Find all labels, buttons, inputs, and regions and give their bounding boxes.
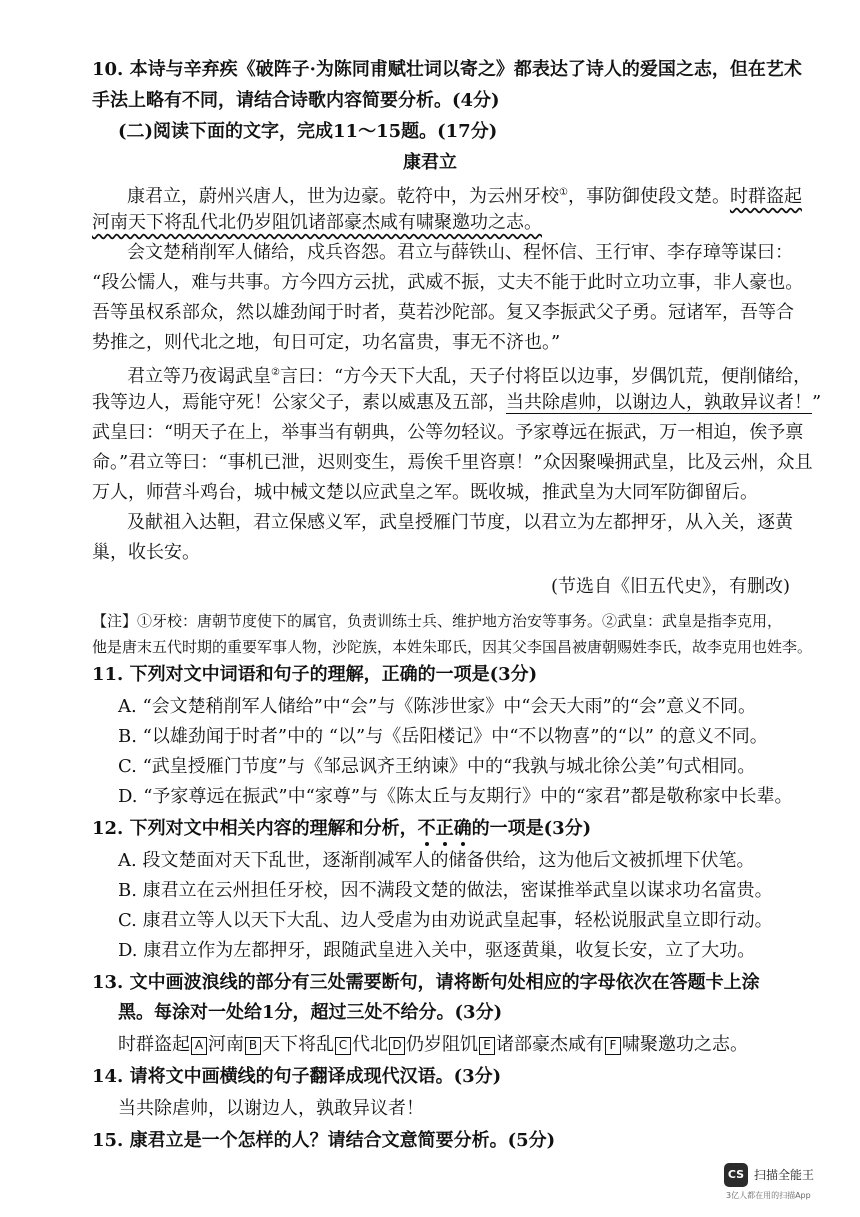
- passage-text: ，事防御使段文楚。: [567, 186, 730, 207]
- watermark-subtitle: 3亿人都在用的扫描App: [726, 1191, 811, 1200]
- passage-title: 康君立: [403, 152, 457, 173]
- passage-p2-line4: 势推之，则代北之地，旬日可定，功名富贵，事无不济也。”: [92, 332, 561, 353]
- q12-option-b: B. 康君立在云州担任牙校，因不满段文楚的做法，密谋推举武皇以谋求功名富贵。: [118, 880, 773, 901]
- passage-p4-line2: 巢，收长安。: [92, 542, 200, 563]
- passage-text: ”: [812, 392, 822, 413]
- break-box-b: B: [245, 1037, 261, 1055]
- passage-text: 我等边人，焉能守死！公家父子，素以威惠及五部，: [92, 392, 506, 413]
- q12-emphasis: [418, 818, 472, 839]
- wavy-underlined-text: 时群盗起: [729, 186, 802, 207]
- q13-segment: 诸部豪杰咸有: [496, 1034, 604, 1055]
- wavy-underlined-text: 河南天下将乱代北仍岁阻饥诸部豪杰咸有啸聚邀功之志。: [92, 212, 542, 233]
- q13-segment: 时群盗起: [118, 1034, 190, 1055]
- break-box-a: A: [191, 1037, 207, 1055]
- q14-stem: 14. 请将文中画横线的句子翻译成现代汉语。(3分): [92, 1066, 502, 1087]
- q10-stem-line1: 10. 本诗与辛弃疾《破阵子·为陈同甫赋壮词以寄之》都表达了诗人的爱国之志，但在艺术: [92, 59, 802, 80]
- q12-option-d: D. 康君立作为左都押牙，跟随武皇进入关中，驱逐黄巢，收复长安，立了大功。: [118, 940, 756, 961]
- q13-segmented-text: [118, 1030, 798, 1060]
- q10-stem-line2: 手法上略有不同，请结合诗歌内容简要分析。(4分): [92, 90, 500, 111]
- q12-emphasis-text: [418, 818, 472, 839]
- q11-option-b: B. “以雄劲闻于时者”中的 “以”与《岳阳楼记》中“不以物喜”的“以” 的意义不同。: [118, 726, 768, 747]
- q11-option-c: C. “武皇授雁门节度”与《邹忌讽齐王纳谏》中的“我孰与城北徐公美”句式相同。: [118, 756, 756, 777]
- passage-text: 言曰：“方今天下大乱，天子付将臣以边事，岁偶饥荒，便削储给，: [279, 366, 812, 387]
- q13-stem-line2: 黑。每涂对一处给1分，超过三处不给分。(3分): [118, 1002, 503, 1023]
- emphasis-char: 不: [418, 818, 436, 839]
- q13-segment: 天下将乱: [262, 1034, 334, 1055]
- break-box-f: F: [605, 1037, 621, 1055]
- scanner-watermark: [724, 1163, 844, 1203]
- emphasis-char: 正: [436, 818, 454, 839]
- passage-p2-line1: 会文楚稍削军人储给，戍兵咨怨。君立与薛铁山、程怀信、王行审、李存璋等谋曰：: [127, 242, 793, 263]
- q13-segment: 啸聚邀功之志。: [622, 1034, 748, 1055]
- q15-stem: 15. 康君立是一个怎样的人？请结合文意简要分析。(5分): [92, 1130, 556, 1151]
- footnote-marker: ②: [271, 367, 280, 378]
- q12-stem-text: 的一项是(3分): [471, 818, 592, 839]
- passage-p3-line2: [92, 388, 822, 418]
- q12-stem-text: 12. 下列对文中相关内容的理解和分析，: [92, 818, 418, 839]
- notes-line1: 【注】①牙校：唐朝节度使下的属官，负责训练士兵、维护地方治安等事务。②武皇：武皇是指李克用，: [92, 612, 783, 630]
- q13-segment: 仍岁阻饥: [406, 1034, 478, 1055]
- passage-text: 康君立，蔚州兴唐人，世为边豪。乾符中，为云州牙校: [127, 186, 559, 207]
- passage-p3-line3: 武皇曰：“明天子在上，举事当有朝典，公等勿轻议。予家尊远在振武，万一相迫，俟予禀: [92, 422, 804, 443]
- passage-p3-line4: 命。”君立等曰：“事机已泄，迟则变生，焉俟千里咨禀！”众因聚噪拥武皇，比及云州，众且: [92, 452, 813, 473]
- section2-heading: (二)阅读下面的文字，完成11～15题。(17分): [118, 121, 498, 142]
- break-box-d: D: [389, 1037, 405, 1055]
- q11-stem: 11. 下列对文中词语和句子的理解，正确的一项是(3分): [92, 664, 538, 685]
- underlined-sentence: 当共除虐帅，以谢边人，孰敢异议者！: [506, 392, 812, 413]
- footnote-marker: ①: [559, 187, 568, 198]
- passage-p3-line1: [127, 358, 812, 392]
- passage-p3-line5: 万人，师营斗鸡台，城中械文楚以应武皇之军。既收城，推武皇为大同军防御留后。: [92, 482, 758, 503]
- passage-p2-line2: “段公懦人，难与共事。方今四方云扰，武威不振，丈夫不能于此时立功立事，非人豪也。: [92, 272, 804, 293]
- passage-text: 君立等乃夜谒武皇: [127, 366, 271, 387]
- passage-p4-line1: 及献祖入达靼，君立保感义军，武皇授雁门节度，以君立为左都押牙，从入关，逐黄: [127, 512, 793, 533]
- passage-p1-line1: [127, 178, 802, 212]
- q13-segment: 代北: [352, 1034, 388, 1055]
- passage-p2-line3: 吾等虽权系部众，然以雄劲闻于时者，莫若沙陀部。复又李振武父子勇。冠诸军，吾等合: [92, 302, 794, 323]
- passage-source: (节选自《旧五代史》，有删改): [550, 576, 790, 597]
- q12-option-c: C. 康君立等人以天下大乱、边人受虐为由劝说武皇起事，轻松说服武皇立即行动。: [118, 910, 773, 931]
- q11-option-d: D. “予家尊远在振武”中“家尊”与《陈太丘与友期行》中的“家君”都是敬称家中长辈。: [118, 786, 793, 807]
- q13-segment: 河南: [208, 1034, 244, 1055]
- camscanner-logo-icon: CS: [724, 1163, 748, 1187]
- q13-stem-line1: 13. 文中画波浪线的部分有三处需要断句，请将断句处相应的字母依次在答题卡上涂: [92, 972, 760, 993]
- passage-p1-line2: [92, 208, 798, 238]
- break-box-c: C: [335, 1037, 351, 1055]
- q11-option-a: A. “会文楚稍削军人储给”中“会”与《陈涉世家》中“会天大雨”的“会”意义不同。: [118, 696, 757, 717]
- q12-option-a: A. 段文楚面对天下乱世，逐渐削减军人的储备供给，这为他后文被抓埋下伏笔。: [118, 850, 755, 871]
- notes-line2: 他是唐末五代时期的重要军事人物，沙陀族，本姓朱耶氏，因其父李国昌被唐朝赐姓李氏，故李克用也姓李。: [92, 638, 813, 656]
- break-box-e: E: [479, 1037, 495, 1055]
- watermark-title: 扫描全能王: [754, 1168, 815, 1182]
- q12-stem: [92, 814, 798, 844]
- emphasis-char: 确: [454, 818, 472, 839]
- q14-sentence: 当共除虐帅，以谢边人，孰敢异议者！: [118, 1098, 424, 1119]
